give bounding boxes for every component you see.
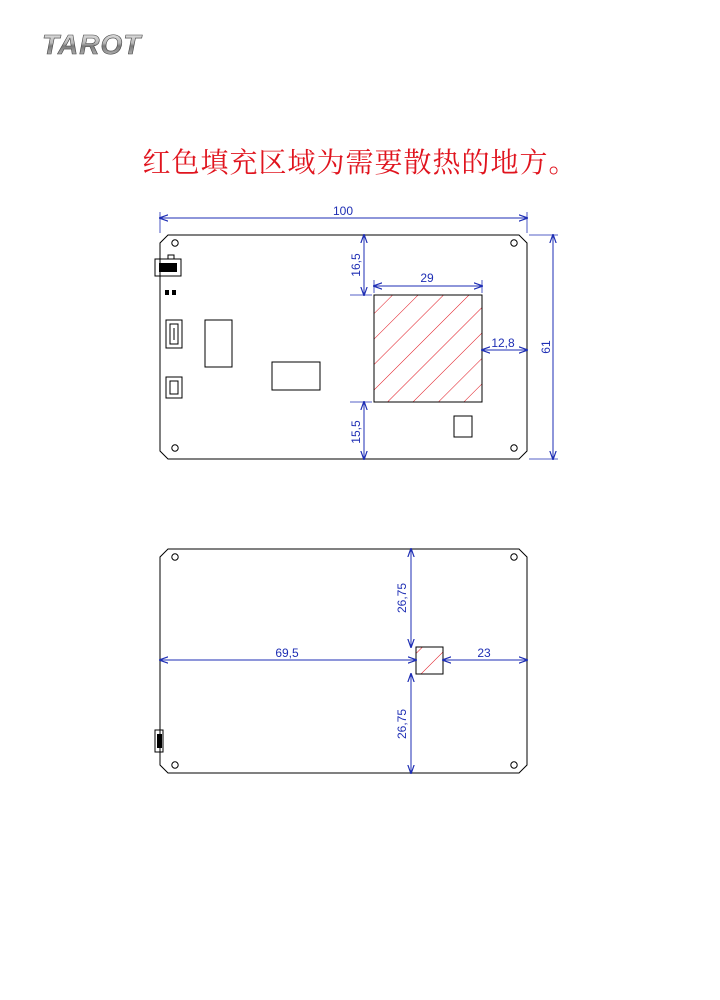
mounting-hole — [172, 240, 178, 246]
dim-label-width: 100 — [332, 204, 354, 218]
jst-connector — [166, 320, 182, 348]
heat-dissipation-area — [374, 295, 482, 402]
component — [205, 320, 232, 367]
pad — [165, 290, 169, 295]
jst-connector — [166, 377, 182, 398]
dim-label-left: 69,5 — [275, 646, 299, 660]
mounting-hole — [511, 762, 517, 768]
component — [272, 362, 320, 390]
pad — [172, 290, 176, 295]
dim-label-top: 26,75 — [395, 582, 409, 614]
bottom-view — [155, 549, 527, 773]
component — [454, 416, 472, 437]
top-view — [155, 204, 558, 459]
mounting-hole — [172, 762, 178, 768]
mounting-hole — [172, 554, 178, 560]
page-title: 红色填充区域为需要散热的地方。 — [142, 146, 578, 179]
mounting-hole — [511, 554, 517, 560]
logo-text: TAROT — [42, 29, 142, 60]
board-outline — [160, 549, 527, 773]
mounting-hole — [172, 445, 178, 451]
usb-connector — [155, 255, 181, 276]
dim-label-right-offset: 12,8 — [491, 336, 515, 350]
dim-label-height: 61 — [539, 340, 553, 354]
dim-label-right: 23 — [477, 646, 491, 660]
heat-dissipation-area — [416, 647, 443, 674]
usb-connector — [155, 730, 163, 752]
dim-label-hot-width: 29 — [420, 271, 434, 285]
mounting-hole — [511, 240, 517, 246]
mounting-hole — [511, 445, 517, 451]
dim-label-bottom: 26,75 — [395, 708, 409, 740]
dim-label-top-offset: 16,5 — [349, 253, 363, 277]
dim-label-bottom-offset: 15,5 — [349, 420, 363, 444]
